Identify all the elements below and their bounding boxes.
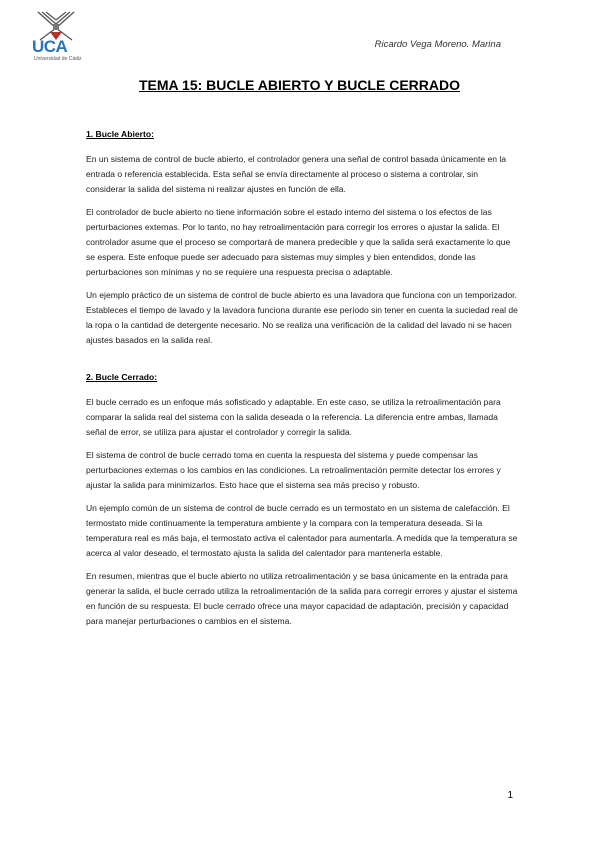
paragraph: El bucle cerrado es un enfoque más sofisticado y adaptable. En este caso, se utiliza la retroalimentación para comparar la salida real del sistema con la salida deseada o la referencia. La diferencia entre ambas, llamada señal de error, se utiliza para ajustar el controlador y corregir la salida. (86, 397, 501, 437)
logo-text: UCA (32, 37, 68, 56)
section-bucle-abierto (86, 128, 518, 348)
paragraph: En un sistema de control de bucle abierto, el controlador genera una señal de control basada únicamente en la entrada o referencia establecida. Esta señal se envía directamente al proceso o sistema a controlar, sin considerar la salida del sistema ni realizar ajustes en función de ella. (86, 154, 507, 194)
logo-subtitle: Universidad de Cádiz (34, 56, 82, 62)
paragraph: Un ejemplo común de un sistema de control de bucle cerrado es un termostato en un sistema de calefacción. El termostato mide continuamente la temperatura ambiente y la compara con la temperatura deseada. Si la temperatura real es más baja, el termostato activa el calentador para aumentarla. A medida que la temperatura se acerca al valor deseado, el termostato ajusta la salida del calentador para mantenerla estable. (86, 503, 518, 558)
page-number: 1 (507, 790, 513, 801)
paragraph: En resumen, mientras que el bucle abierto no utiliza retroalimentación y se basa únicamente en la entrada para generar la salida, el bucle cerrado utiliza la retroalimentación de la salida para corregir errores y ajustar el sistema en función de su respuesta. El bucle cerrado ofrece una mayor capacidad de adaptación, precisión y capacidad para manejar perturbaciones o cambios en el sistema. (86, 571, 518, 626)
author-header: Ricardo Vega Moreno. Marina (374, 39, 501, 50)
section-bucle-cerrado (86, 371, 518, 629)
section-heading: 2. Bucle Cerrado: (86, 372, 158, 382)
document-body (86, 128, 518, 637)
paragraph: El controlador de bucle abierto no tiene información sobre el estado interno del sistema o los efectos de las perturbaciones externas. Por lo tanto, no hay retroalimentación para corregir los errores o ajustar la salida. El controlador asume que el proceso se comportará de manera predecible y que la salida será exactamente lo que se espera. Este enfoque puede ser adecuado para sistemas muy simples y bien entendidos, donde las perturbaciones son mínimas y no se requiere una respuesta precisa o adaptable. (86, 207, 511, 277)
paragraph: Un ejemplo práctico de un sistema de control de bucle abierto es una lavadora que funciona con un temporizador. Estableces el tiempo de lavado y la lavadora funciona durante ese período sin tener en cuenta la suciedad real de la ropa o la cantidad de detergente necesario. No se realiza una verificación de la calidad del lavado ni se hacen ajustes basados en la salida real. (86, 290, 518, 345)
page-title: TEMA 15: BUCLE ABIERTO Y BUCLE CERRADO (139, 77, 460, 93)
section-heading: 1. Bucle Abierto: (86, 129, 154, 139)
paragraph: El sistema de control de bucle cerrado toma en cuenta la respuesta del sistema y puede compensar las perturbaciones externas o los cambios en las condiciones. La retroalimentación permite detectar los errores y ajustar la salida para minimizarlos. Esto hace que el sistema sea más preciso y robusto. (86, 450, 501, 490)
